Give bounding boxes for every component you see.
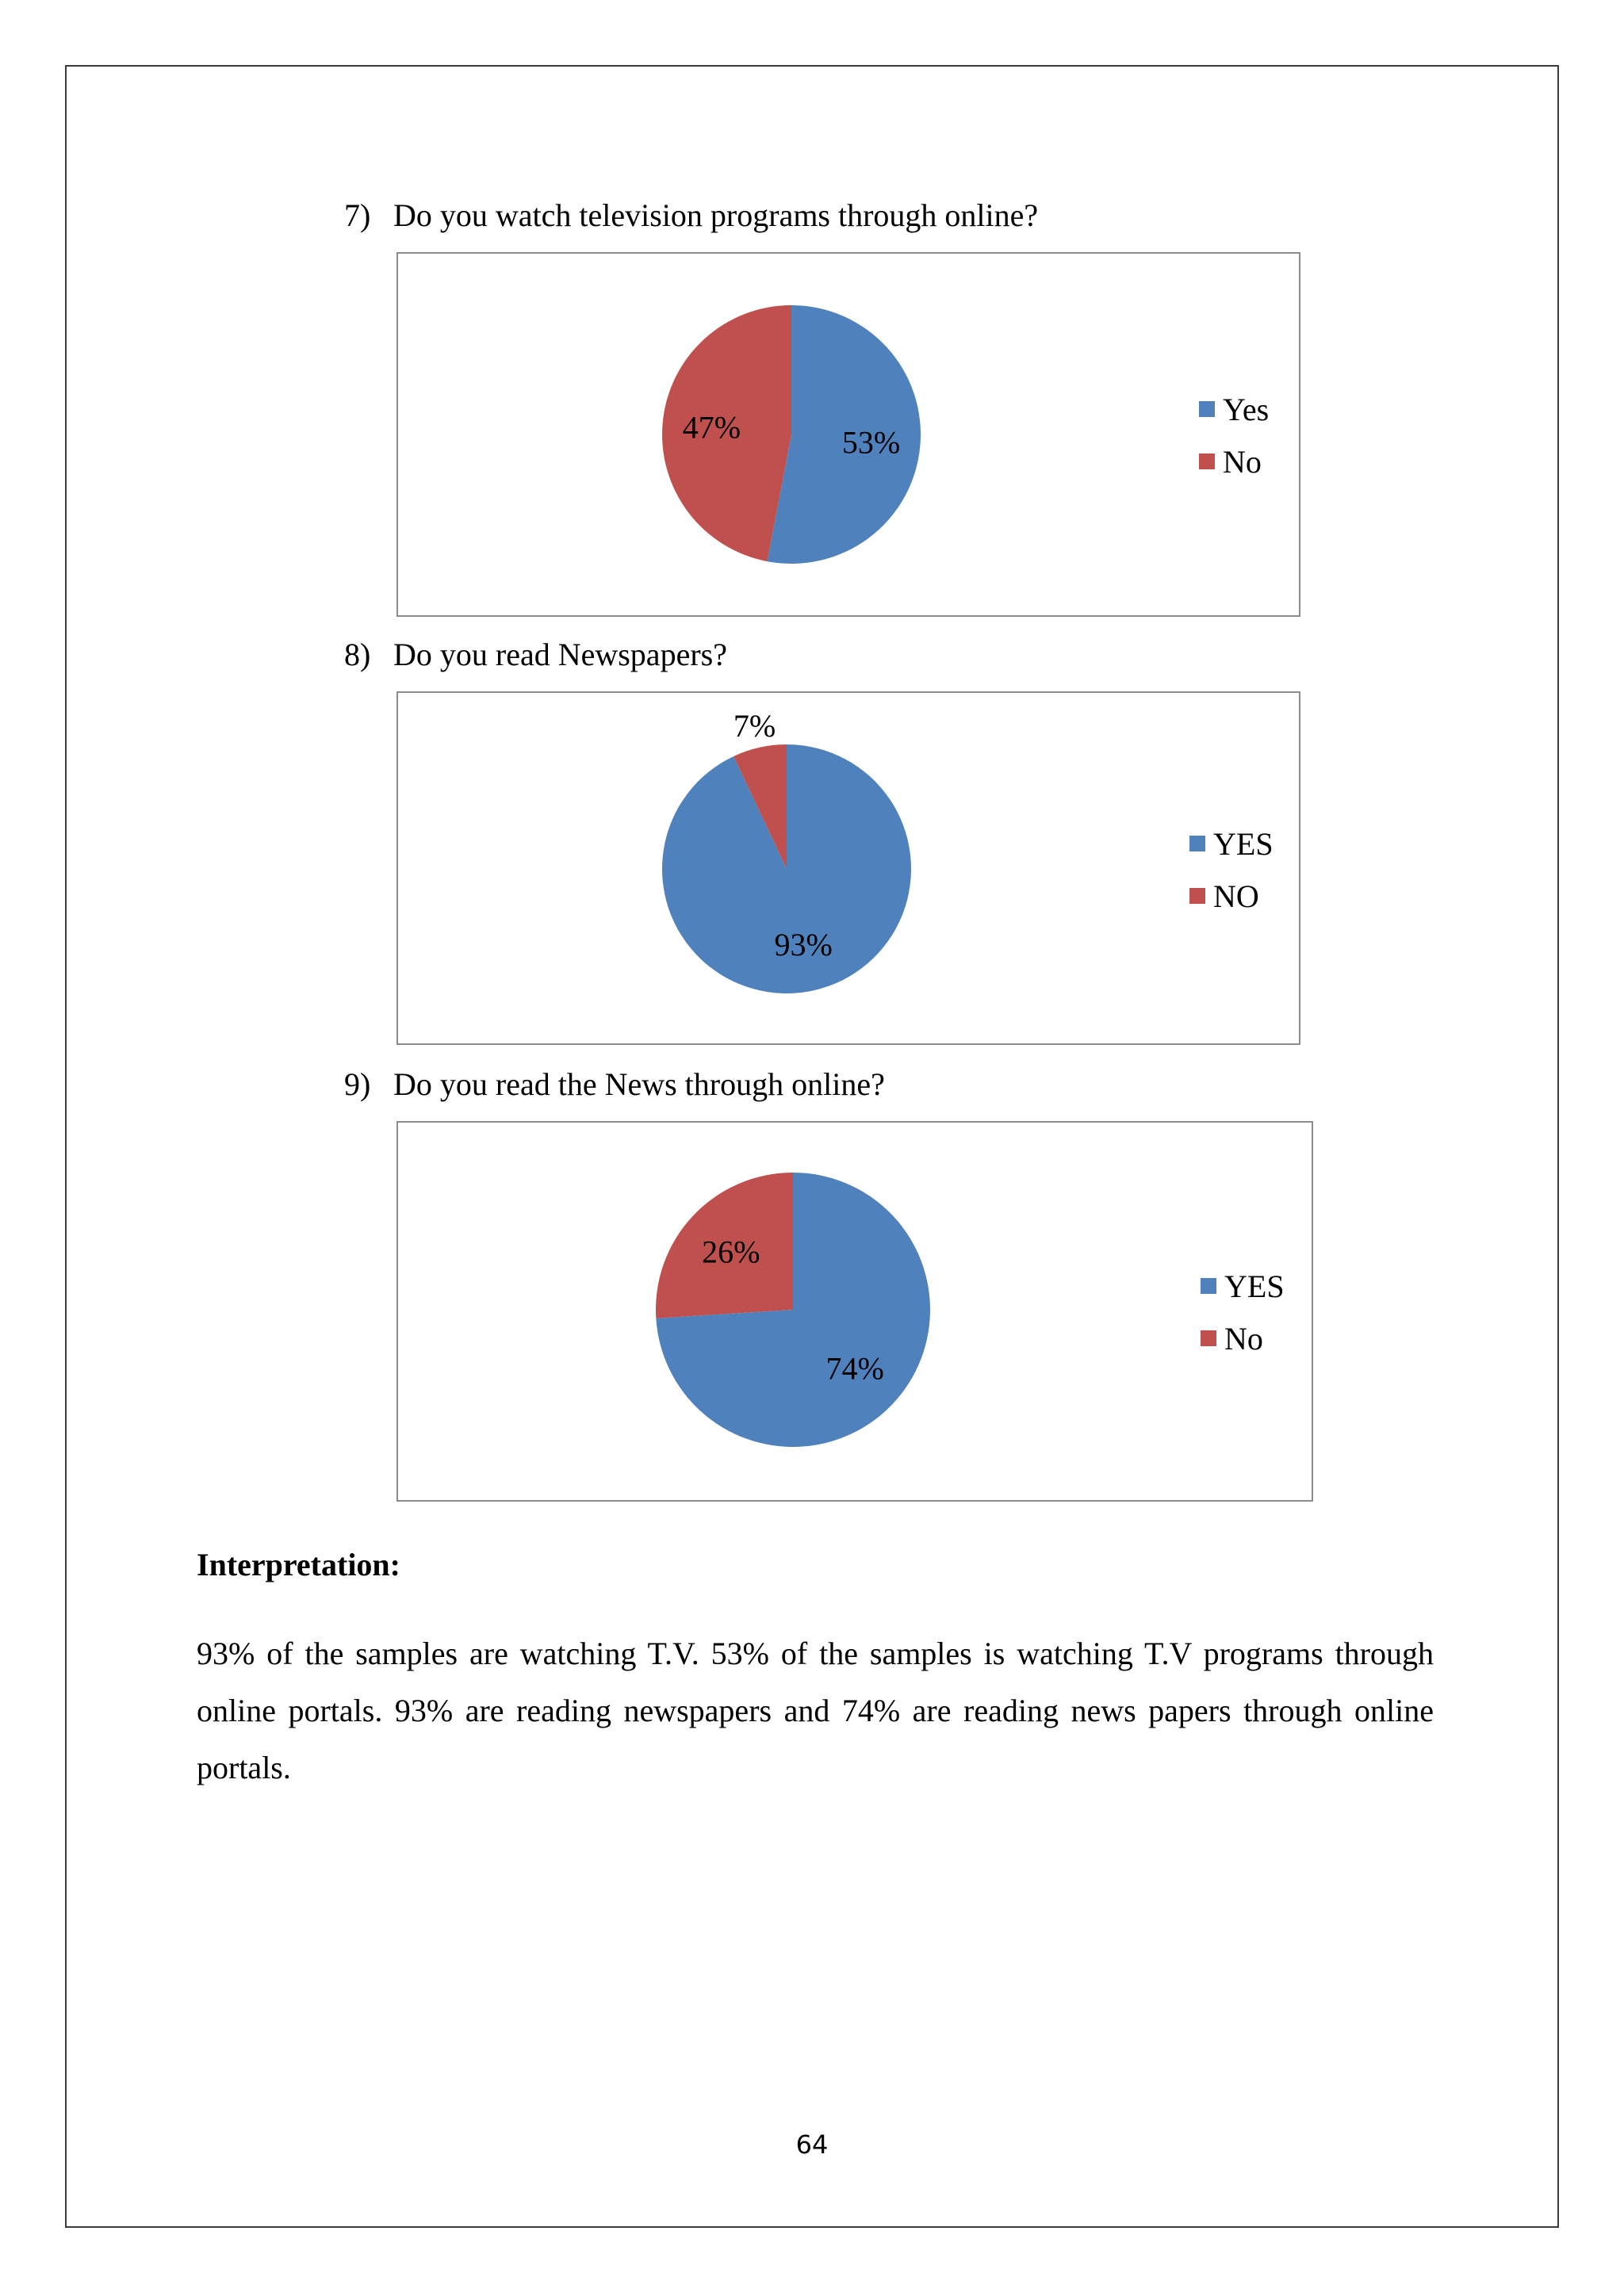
- legend-label-yes: YES: [1224, 1269, 1285, 1304]
- legend-label-no: No: [1224, 1321, 1263, 1357]
- legend-swatch-yes: [1201, 1278, 1216, 1294]
- legend-label-yes: Yes: [1223, 392, 1270, 427]
- pie-chart-svg: [398, 254, 1302, 618]
- question-7: [344, 197, 1038, 235]
- data-label-yes: 53%: [841, 424, 901, 461]
- question-number: 8): [344, 637, 371, 672]
- data-label-yes: 74%: [825, 1350, 884, 1387]
- question-text: Do you read Newspapers?: [393, 637, 727, 672]
- data-label-yes: 93%: [774, 927, 833, 962]
- legend-swatch-yes: [1189, 836, 1205, 851]
- legend-swatch-yes: [1199, 401, 1215, 417]
- question-9: [344, 1066, 885, 1104]
- question-text: Do you watch television programs through online?: [393, 197, 1039, 233]
- legend-label-yes: YES: [1213, 826, 1274, 862]
- data-label-no: 7%: [733, 708, 776, 744]
- legend-swatch-no: [1189, 888, 1205, 904]
- pie-chart-online-news: [396, 1121, 1313, 1502]
- interpretation-heading: Interpretation:: [197, 1547, 400, 1582]
- data-label-no: 47%: [682, 409, 741, 446]
- question-text: Do you read the News through online?: [393, 1066, 885, 1102]
- pie-chart-online-tv: [396, 252, 1300, 617]
- legend-swatch-no: [1201, 1330, 1216, 1346]
- pie-chart-svg: [398, 1123, 1315, 1503]
- legend-label-no: NO: [1213, 878, 1259, 914]
- legend-swatch-no: [1199, 453, 1215, 469]
- question-number: 7): [344, 197, 371, 233]
- question-number: 9): [344, 1066, 371, 1102]
- page-number: 64: [795, 2130, 829, 2160]
- data-label-no: 26%: [702, 1234, 760, 1270]
- pie-chart-newspapers: [396, 691, 1300, 1045]
- legend-label-no: No: [1223, 444, 1262, 480]
- pie-chart-svg: [398, 693, 1302, 1047]
- interpretation-text: 93% of the samples are watching T.V. 53% of the samples is watching T.V programs through online portals. 93% are reading newspapers and 74% are reading news papers through online portals.: [197, 1636, 1434, 1785]
- question-8: [344, 636, 727, 674]
